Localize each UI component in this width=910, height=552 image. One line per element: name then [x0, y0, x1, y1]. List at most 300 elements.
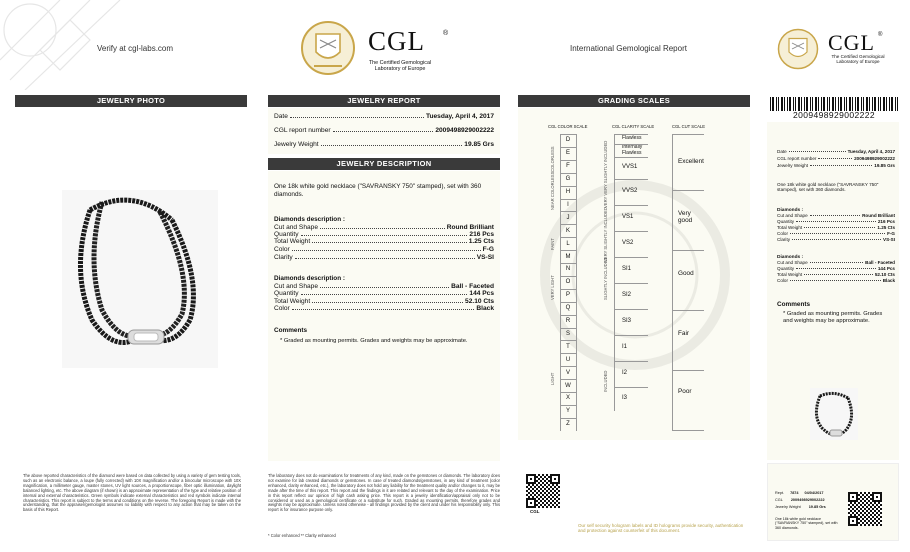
qr-module [532, 496, 534, 498]
report-number-row [274, 127, 494, 134]
mini-qr-code[interactable] [848, 492, 882, 526]
card-d2-color-value: Black [882, 278, 895, 283]
clarity-grade-0: Flawless [622, 135, 642, 142]
qr-module [868, 496, 870, 498]
color-grade-divider [560, 199, 576, 200]
card-d1-color-label: Color [777, 231, 788, 236]
qr-module [862, 498, 864, 500]
date-value: Tuesday, April 4, 2017 [425, 113, 494, 120]
registered-mark: ® [443, 30, 449, 37]
qr-module [538, 478, 540, 480]
color-grade-l: L [566, 240, 570, 247]
qr-module [540, 480, 542, 482]
qr-module [858, 522, 860, 524]
color-grade-divider [560, 353, 576, 354]
clarity-divider [614, 157, 648, 158]
clarity-grade-8: SI3 [622, 318, 632, 325]
clarity-grade-2: VVS1 [622, 164, 638, 171]
qr-module [862, 522, 864, 524]
color-group-label: COLORLESS [550, 146, 555, 172]
clarity-grade-6: SI1 [622, 266, 632, 273]
barcode-bar [821, 97, 822, 111]
qr-module [536, 488, 538, 490]
clarity-divider [614, 144, 648, 145]
color-grade-f: F [566, 163, 570, 170]
color-group-label: LIGHT [550, 372, 555, 385]
qr-module [862, 518, 864, 520]
qr-module [544, 488, 546, 490]
qr-module [880, 524, 882, 526]
qr-module [554, 478, 556, 480]
clarity-group-label: SLIGHTLY INCLUDED [603, 257, 608, 300]
qr-module [880, 516, 882, 518]
qr-module [538, 506, 540, 508]
cut-divider [672, 190, 704, 191]
qr-module [860, 504, 862, 506]
color-group-label: NEAR COLORLESS [550, 171, 555, 210]
qr-module [550, 494, 552, 496]
qr-module [858, 514, 860, 516]
qr-module [874, 510, 876, 512]
qr-module [538, 474, 540, 476]
qr-module [880, 508, 882, 510]
card-description: One 18k white gold necklace ("SAVRANSKY 750" stamped), set with 360 diamonds. [777, 182, 879, 193]
date-label: Date [274, 113, 288, 120]
color-grade-p: P [565, 292, 570, 299]
color-grade-w: W [565, 382, 571, 389]
weight-value: 19.85 Grs [464, 141, 494, 148]
registered-mark-small: ® [878, 32, 883, 38]
card-number-label: CGL report number [777, 156, 817, 161]
color-grade-divider [560, 289, 576, 290]
d1-cut-row [274, 224, 494, 231]
qr-module [558, 502, 560, 504]
qr-module [536, 492, 538, 494]
comments-title: Comments [274, 327, 308, 334]
qr-module [554, 502, 556, 504]
clarity-group-label: VERY SLIGHTLY INCLUDED [603, 207, 608, 262]
cgl-brand: CGL [368, 26, 425, 56]
qr-module [858, 502, 860, 504]
color-scale-head: CGL COLOR SCALE [548, 124, 588, 129]
card-d2-cut [777, 260, 895, 265]
card-weight-row [777, 163, 895, 168]
qr-module [542, 486, 544, 488]
clarity-grade-1: Internally Flawless [622, 144, 643, 156]
qr-module [854, 510, 856, 512]
mini-rept-row [775, 491, 824, 495]
clarity-grade-11: I3 [622, 395, 628, 402]
qr-module [868, 516, 870, 518]
qr-module [544, 504, 546, 506]
qr-module [546, 490, 548, 492]
qr-module [880, 512, 882, 514]
qr-module [540, 476, 542, 478]
qr-module [558, 490, 560, 492]
qr-module [546, 498, 548, 500]
barcode-bar [787, 97, 788, 111]
qr-module [860, 516, 862, 518]
qr-module [544, 484, 546, 486]
qr-module [860, 492, 862, 494]
card-necklace-photo [810, 388, 858, 440]
qr-module [870, 522, 872, 524]
barcode-bar [789, 97, 791, 111]
qr-module [528, 484, 530, 486]
barcode-bar [869, 97, 870, 111]
qr-module [876, 516, 878, 518]
qr-module [848, 508, 850, 510]
barcode-bar [878, 97, 879, 111]
card-d1-cut-value: Round Brilliant [862, 213, 895, 218]
clarity-grade-9: I1 [622, 344, 628, 351]
qr-module [550, 498, 552, 500]
footer-disclaimer-middle: The laboratory does not do examinations for treatments of any kind, made on the gemstones or diamonds. The laboratory does not examine for lab created diamonds or gemstones. In case of treated diamonds/gemstones, in any kind of treatment (color enhanced, clarity enhanced, etc.), the laboratory does not hold any liability for the treatment quality and/or changes to it, may be made after the time of this report. This report and the findings in it are related and relevant to the day of the examination. Price in this report reflect our opinion of high cash asking price. This report is a jewelry identification/appraisal only not to be considered or used as a gemological certificate or a substitute for such. Graded as mounting permits, therefore grades and weights may be approximate. Unless noted otherwise - all findings provided by the client and under his responsibility only. This report is for insurance purpose only. [268, 473, 500, 513]
qr-module [864, 504, 866, 506]
tagline-line-2: Laboratory of Europe [374, 66, 426, 73]
cut-divider [672, 430, 704, 431]
brand-tagline [360, 60, 440, 73]
qr-module [538, 498, 540, 500]
d1-tw-label: Total Weight [274, 238, 311, 245]
qr-module [552, 484, 554, 486]
report-number-label: CGL report number [274, 127, 331, 134]
qr-module [532, 488, 534, 490]
qr-module [872, 508, 874, 510]
qr-module [878, 514, 880, 516]
d2-cut-row [274, 283, 494, 290]
barcode-bar [849, 97, 851, 111]
color-grade-i: I [567, 201, 569, 208]
qr-module [860, 508, 862, 510]
qr-module [544, 500, 546, 502]
color-group-label: VERY LIGHT [550, 275, 555, 300]
qr-module [880, 520, 882, 522]
color-grade-j: J [566, 214, 570, 221]
card-d2-tw-value: 52.10 Cts [874, 272, 895, 277]
color-grade-t: T [566, 343, 570, 350]
color-grade-divider [560, 379, 576, 380]
clarity-divider [614, 231, 648, 232]
qr-module [866, 502, 868, 504]
tagline-small-line-1: The Certified Gemological [831, 54, 885, 59]
clarity-grade-4: VS1 [622, 214, 634, 221]
qr-module [876, 512, 878, 514]
qr-module [866, 498, 868, 500]
qr-module [862, 494, 864, 496]
qr-module [870, 498, 872, 500]
description-text: One 18k white gold necklace ("SAVRANSKY 750" stamped), set with 360 diamonds. [274, 183, 482, 198]
d2-cut-value: Ball - Faceted [451, 283, 494, 290]
qr-code[interactable] [526, 474, 560, 508]
barcode-bar [866, 97, 868, 111]
card-d1-clarity-value: VS-SI [883, 237, 895, 242]
footer-disclaimer-left: The above reported characteristics of the diamond were based on data collected by using a variety of gem testing tools, such as an electronic balance, a loupe (fully corrected) with 10X magnification and/or a binocular microscope with 10X magnification, a millimeter gauge, master stones, UV light sources, a proportionscope, fiber optic illumination, daylight balanced lighting, etc. The above diagram (if shown) is an approximate representation of the type and relative position of internal and external characteristics. Green symbols indicate external characteristics and red symbols indicate internal characteristics. This report is subject to the terms and conditions on the reverse. The foregoing Report is made with the understanding, that the appraiser/gemologist assumes no liability with respect to any action that may be taken on the basis of this Report. [23, 473, 241, 513]
qr-label: CGL [530, 509, 540, 514]
qr-module [854, 514, 856, 516]
qr-module [530, 502, 532, 504]
color-grade-s: S [565, 330, 570, 337]
qr-module [546, 502, 548, 504]
barcode-number: 2009498929002222 [792, 110, 876, 120]
report-number-value: 2009498929002222 [435, 127, 494, 134]
qr-module [864, 492, 866, 494]
barcode-bar [770, 97, 771, 111]
clarity-grade-3: VVS2 [622, 188, 638, 195]
cut-grade-1: Very good [678, 210, 693, 224]
qr-module [864, 512, 866, 514]
qr-module [848, 512, 850, 514]
cut-grade-0: Excellent [678, 158, 704, 165]
qr-module [870, 518, 872, 520]
qr-module [540, 500, 542, 502]
cgl-crest-icon [300, 20, 356, 76]
qr-module [878, 518, 880, 520]
color-grade-q: Q [565, 305, 571, 312]
qr-module [542, 494, 544, 496]
barcode-bar [840, 97, 842, 111]
qr-module [554, 490, 556, 492]
qr-module [552, 488, 554, 490]
qr-module [858, 518, 860, 520]
qr-module [556, 492, 558, 494]
necklace-photo [62, 190, 218, 368]
mini-cgl-label: CGL [775, 498, 783, 502]
color-grade-divider [560, 173, 576, 174]
qr-module [864, 500, 866, 502]
barcode-bar [855, 97, 856, 111]
barcode-bar [793, 97, 794, 111]
qr-module [556, 496, 558, 498]
qr-module [850, 514, 852, 516]
qr-module [868, 492, 870, 494]
qr-module [544, 476, 546, 478]
d1-qty-label: Quantity [274, 231, 299, 238]
qr-module [548, 496, 550, 498]
qr-module [534, 486, 536, 488]
cut-col-line [672, 134, 673, 430]
qr-module [532, 484, 534, 486]
card-comments: * Graded as mounting permits. Grades and weights may be approximate. [783, 311, 883, 324]
barcode-bar [874, 97, 876, 111]
qr-module [876, 496, 878, 498]
qr-module [866, 506, 868, 508]
qr-module [548, 492, 550, 494]
weight-label: Jewelry Weight [274, 141, 319, 148]
qr-module [856, 504, 858, 506]
d1-cut-value: Round Brilliant [446, 224, 494, 231]
qr-module [872, 512, 874, 514]
qr-module [528, 496, 530, 498]
color-grade-divider [560, 328, 576, 329]
qr-module [540, 496, 542, 498]
clarity-divider [614, 257, 648, 258]
color-group-label: FAINT [550, 238, 555, 250]
barcode-bar [835, 97, 836, 111]
cut-divider [672, 310, 704, 311]
card-d1-qty-label: Quantity [777, 219, 795, 224]
qr-module [870, 502, 872, 504]
color-grade-d: D [565, 137, 571, 144]
color-grade-divider [560, 211, 576, 212]
barcode-bar [891, 97, 893, 111]
qr-module [872, 504, 874, 506]
qr-module [540, 488, 542, 490]
qr-module [868, 500, 870, 502]
qr-module [874, 514, 876, 516]
d2-tw-label: Total Weight [274, 298, 311, 305]
color-grade-divider [560, 250, 576, 251]
d1-clarity-label: Clarity [274, 254, 293, 261]
barcode-bar [872, 97, 873, 111]
card-d1-tw-label: Total Weight [777, 225, 803, 230]
barcode-bar [776, 97, 777, 111]
qr-module [866, 510, 868, 512]
qr-module [860, 512, 862, 514]
qr-module [876, 508, 878, 510]
mini-text: One 18k white gold necklace ("SAVRANSKY 750" stamped), set with 360 diamonds. [775, 517, 838, 530]
clarity-scale-head: CGL CLARITY SCALE [612, 124, 655, 129]
card-d2-tw-label: Total Weight [777, 272, 803, 277]
color-grade-divider [560, 224, 576, 225]
report-date-row [274, 113, 494, 120]
qr-module [552, 504, 554, 506]
qr-module [548, 484, 550, 486]
card-date-row [777, 149, 895, 154]
cut-divider [672, 370, 704, 371]
qr-module [538, 502, 540, 504]
qr-module [860, 524, 862, 526]
d2-color-row [274, 305, 494, 312]
clarity-grade-10: I2 [622, 370, 628, 377]
barcode-bar [886, 97, 887, 111]
color-grade-divider [560, 405, 576, 406]
qr-module [860, 496, 862, 498]
report-weight-row [274, 141, 494, 148]
color-grade-m: M [565, 253, 571, 260]
color-grade-divider [560, 160, 576, 161]
qr-module [872, 520, 874, 522]
card-d2-tw [777, 272, 895, 277]
d1-color-row [274, 246, 494, 253]
barcode-bar [861, 97, 862, 111]
qr-module [878, 522, 880, 524]
qr-module [528, 488, 530, 490]
qr-module [862, 514, 864, 516]
barcode-bar [883, 97, 885, 111]
barcode-bar [781, 97, 783, 111]
qr-module [548, 504, 550, 506]
card-d1-qty [777, 219, 895, 224]
qr-module [542, 506, 544, 508]
color-grade-divider [560, 340, 576, 341]
qr-module [850, 510, 852, 512]
d1-color-value: F-G [482, 246, 494, 253]
qr-module [852, 508, 854, 510]
qr-module [864, 516, 866, 518]
qr-module [868, 504, 870, 506]
color-grade-v: V [565, 369, 570, 376]
card-d1-tw-value: 1.25 Cts [877, 225, 895, 230]
qr-module [548, 488, 550, 490]
qr-module [876, 520, 878, 522]
cut-scale-head: CGL CUT SCALE [672, 124, 706, 129]
card-d2-cut-label: Cut and Shape [777, 260, 808, 265]
qr-module [864, 520, 866, 522]
mini-cgl-row [775, 498, 825, 502]
mini-weight-value: 19.85 Grs [808, 505, 826, 509]
qr-module [542, 478, 544, 480]
qr-module [558, 506, 560, 508]
qr-module [542, 482, 544, 484]
qr-module [540, 504, 542, 506]
clarity-divider [614, 361, 648, 362]
diamonds-1-title: Diamonds description : [274, 216, 346, 223]
verify-link[interactable]: Verify at cgl-labs.com [97, 44, 174, 53]
color-grade-divider [560, 392, 576, 393]
card-d1-color [777, 231, 895, 236]
qr-module [866, 518, 868, 520]
color-grade-divider [560, 237, 576, 238]
description-section-header: JEWELRY DESCRIPTION [268, 158, 500, 170]
qr-module [866, 514, 868, 516]
qr-module [530, 494, 532, 496]
barcode-bar [832, 97, 834, 111]
qr-module [852, 504, 854, 506]
color-grade-divider [560, 134, 576, 135]
report-title: International Gemological Report [570, 44, 687, 53]
qr-module [530, 478, 532, 480]
barcode-bar [838, 97, 839, 111]
barcode-bar [857, 97, 859, 111]
qr-module [876, 504, 878, 506]
card-d1-color-value: F-G [887, 231, 895, 236]
qr-module [538, 494, 540, 496]
qr-module [546, 482, 548, 484]
qr-module [530, 490, 532, 492]
color-grade-n: N [565, 266, 571, 273]
qr-module [536, 480, 538, 482]
cgl-brand-small: CGL [828, 30, 875, 55]
qr-module [852, 512, 854, 514]
qr-module [550, 506, 552, 508]
qr-module [538, 490, 540, 492]
qr-module [552, 496, 554, 498]
color-grade-x: X [565, 395, 570, 402]
barcode-bar [772, 97, 774, 111]
color-grade-divider [560, 276, 576, 277]
clarity-divider [614, 179, 648, 180]
clarity-group-label: INCLUDED [603, 370, 608, 392]
qr-module [538, 486, 540, 488]
barcode-bar [827, 97, 828, 111]
qr-module [534, 490, 536, 492]
color-col-line-r [576, 134, 577, 431]
qr-module [536, 476, 538, 478]
clarity-divider [614, 134, 648, 135]
qr-module [864, 508, 866, 510]
barcode-bar [897, 97, 898, 111]
barcode-bar [801, 97, 802, 111]
qr-module [878, 502, 880, 504]
barcode-bar [844, 97, 845, 111]
qr-module [862, 510, 864, 512]
qr-module [526, 486, 528, 488]
description-panel [268, 171, 500, 461]
barcode-bar [829, 97, 830, 111]
qr-module [870, 494, 872, 496]
qr-module [868, 508, 870, 510]
